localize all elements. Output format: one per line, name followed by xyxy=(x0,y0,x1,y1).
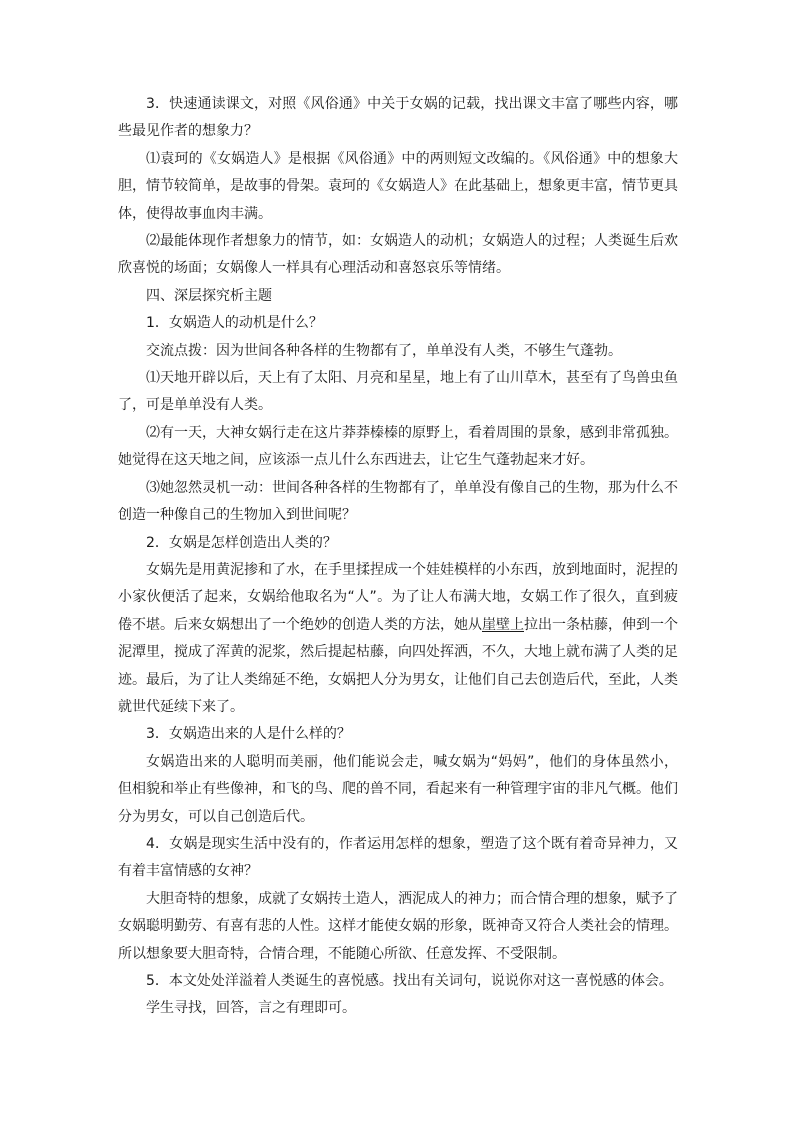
answer-1-part-3: ⑶她忽然灵机一动：世间各种各样的生物都有了，单单没有像自己的生物，那为什么不创造一种像自己的生物加入到世间呢？ xyxy=(118,479,678,524)
section-4-heading: 四、深层探究析主题 xyxy=(146,287,272,304)
question-2-heading: 2．女娲是怎样创造出人类的？ xyxy=(146,534,337,551)
answer-1-part-2: ⑵有一天，大神女娲行走在这片莽莽榛榛的原野上，看着周围的景象，感到非常孤独。她觉得在这天地之间，应该添一点儿什么东西进去，让它生气蓬勃起来才好。 xyxy=(118,424,678,469)
answer-5-paragraph: 学生寻找，回答，言之有理即可。 xyxy=(146,1000,356,1017)
answer-3-part-2: ⑵最能体现作者想象力的情节，如：女娲造人的动机；女娲造人的过程；人类诞生后欢欣喜悦的场面；女娲像人一样具有心理活动和喜怒哀乐等情绪。 xyxy=(118,233,678,277)
question-5-heading: 5．本文处处洋溢着人类诞生的喜悦感。找出有关词句，说说你对这一喜悦感的体会。 xyxy=(146,973,673,989)
answer-2-text-b: 拉出一条枯藤，伸到一个泥潭里，搅成了浑黄的泥浆，然后提起枯藤，向四处挥洒，不久，大地上就布满了人类的足迹。最后，为了让人类绵延不绝，女娲把人分为男女，让他们自己去创造后代，至此，人类就世代延续下来了。 xyxy=(118,616,678,715)
question-3-heading: 3．快速通读课文，对照《风俗通》中关于女娲的记载，找出课文丰富了哪些内容，哪些最见作者的想象力？ xyxy=(118,96,678,140)
document-body xyxy=(118,91,678,1023)
question-3b-heading: 3．女娲造出来的人是什么样的？ xyxy=(146,726,351,743)
answer-4-paragraph: 大胆奇特的想象，成就了女娲抟土造人，洒泥成人的神力；而合情合理的想象，赋予了女娲聪明勤劳、有喜有悲的人性。这样才能使女娲的形象，既神奇又符合人类社会的情理。所以想象要大胆奇特，合情合理，不能随心所欲、任意发挥、不受限制。 xyxy=(118,890,678,962)
answer-1-summary: 交流点拨：因为世间各种各样的生物都有了，单单没有人类，不够生气蓬勃。 xyxy=(146,342,622,359)
answer-2-text-a: 女娲先是用黄泥掺和了水，在手里揉捏成一个娃娃模样的小东西，放到地面时，泥捏的小家伙便活了起来，女娲给他取名为“人”。为了让人布满大地，女娲工作了很久，直到疲倦不堪。后来女娲想出了一个绝妙的创造人类的方法，她从 xyxy=(118,561,678,633)
answer-2-paragraph xyxy=(118,557,678,721)
answer-3b-paragraph: 女娲造出来的人聪明而美丽，他们能说会走，喊女娲为“妈妈”，他们的身体虽然小，但相貌和举止有些像神，和飞的鸟、爬的兽不同，看起来有一种管理宇宙的非凡气概。他们分为男女，可以自己创造后代。 xyxy=(118,753,678,825)
answer-2-underlined-text: 崖壁上 xyxy=(482,616,524,633)
question-4-heading: 4．女娲是现实生活中没有的，作者运用怎样的想象，塑造了这个既有着奇异神力，又有着丰富情感的女神？ xyxy=(118,835,678,880)
answer-1-part-1: ⑴天地开辟以后，天上有了太阳、月亮和星星，地上有了山川草木，甚至有了鸟兽虫鱼了，可是单单没有人类。 xyxy=(118,370,678,414)
answer-3-part-1: ⑴袁珂的《女娲造人》是根据《风俗通》中的两则短文改编的。《风俗通》中的想象大胆，情节较简单，是故事的骨架。袁珂的《女娲造人》在此基础上，想象更丰富，情节更具体，使得故事血肉丰满。 xyxy=(118,150,678,222)
question-1-heading: 1．女娲造人的动机是什么？ xyxy=(146,315,323,332)
